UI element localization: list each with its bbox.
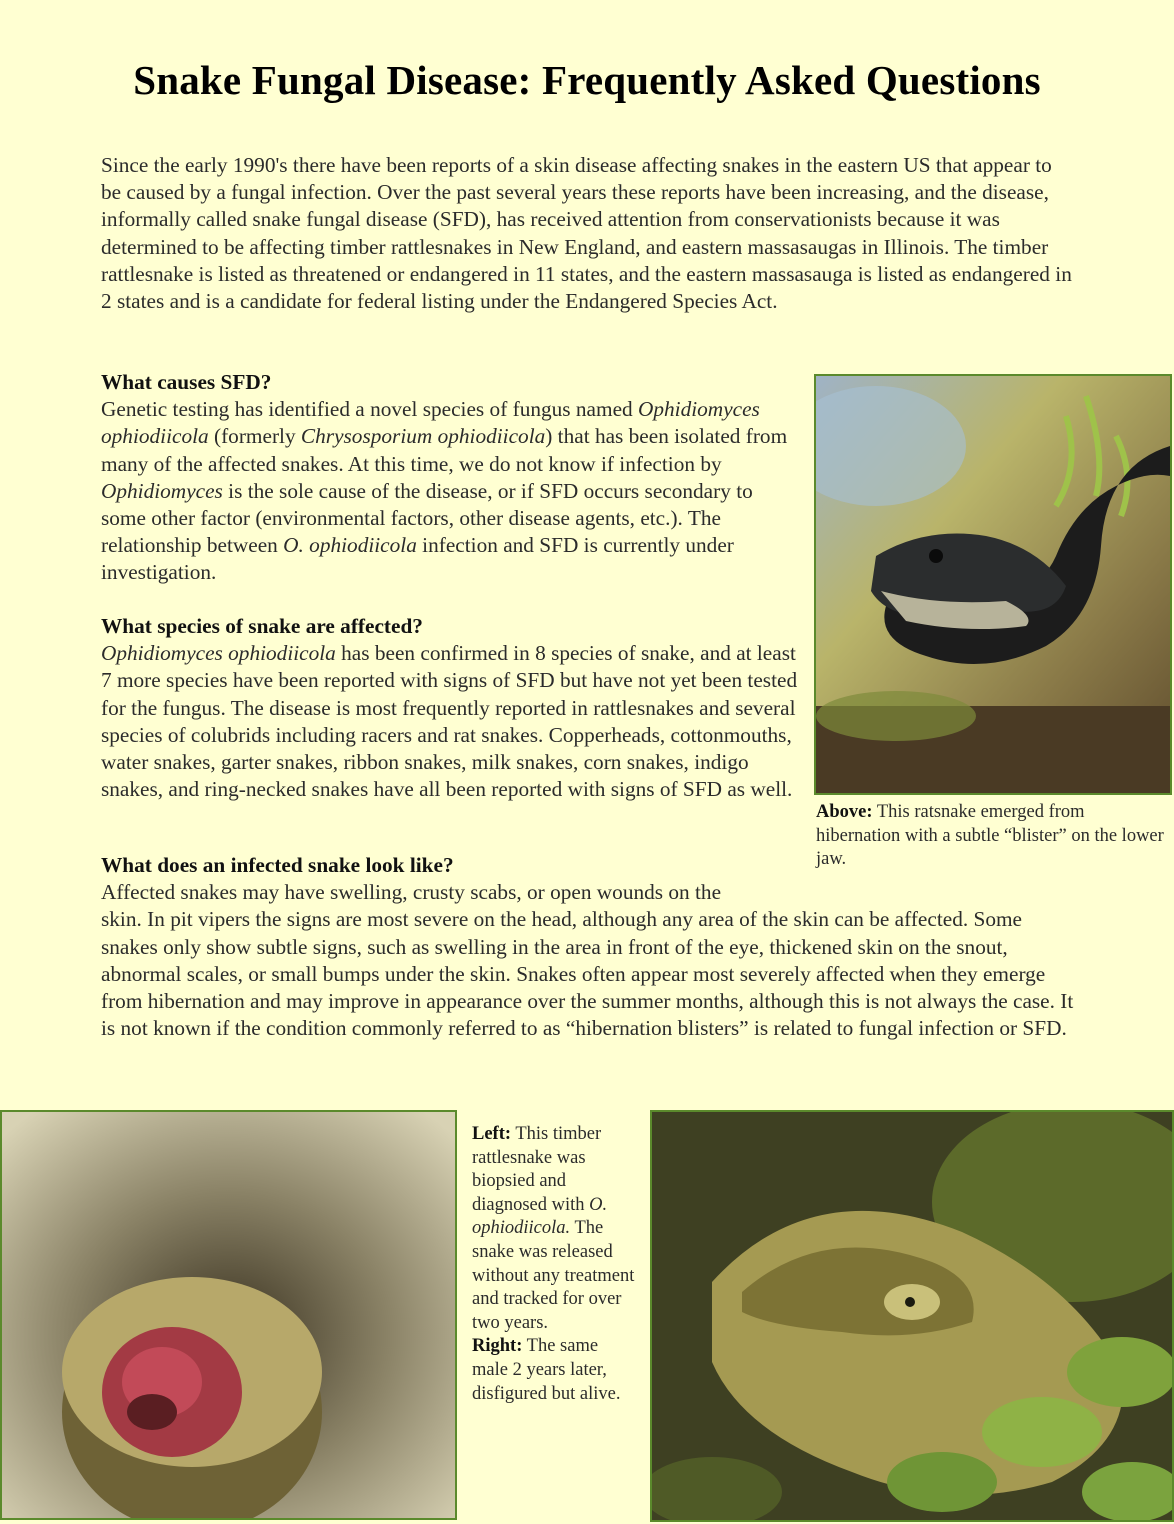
timber-rattlesnake-image xyxy=(2,1112,455,1518)
timber-rattlesnake-photo xyxy=(0,1110,457,1520)
section-body: Genetic testing has identified a novel species of fungus named Ophidiomyces ophiodiicola (formerly Chrysosporium ophiodiicola) that has been isolated from many of the affected snakes. At this time, we do not know if infection by Ophidiomyces is the sole cause of the disease, or if SFD occurs secondary to some other factor (environmental factors, other disease agents, etc.). The relationship between O. ophiodiicola infection and SFD is currently under investigation. xyxy=(101,397,788,585)
section-what-causes xyxy=(101,369,801,587)
ratsnake-image xyxy=(816,376,1170,793)
section-species-affected xyxy=(101,613,801,803)
section-heading: What species of snake are affected? xyxy=(101,614,423,638)
caption-above: Above: This ratsnake emerged from hibernation with a subtle “blister” on the lower jaw. xyxy=(816,802,1164,870)
ratsnake-photo xyxy=(814,374,1172,795)
male-rattlesnake-photo xyxy=(650,1110,1174,1522)
intro-paragraph: Since the early 1990's there have been reports of a skin disease affecting snakes in the eastern US that appear to be caused by a fungal infection. Over the past several years these reports have been increasing, and the disease, informally called snake fungal disease (SFD), has received attention from conservationists because it was determined to be affecting timber rattlesnakes in New England, and eastern massasaugas in Illinois. The timber rattlesnake is listed as threatened or endangered in 11 states, and the eastern massasauga is listed as endangered in 2 states and is a candidate for federal listing under the Endangered Species Act. xyxy=(101,153,1072,314)
section-body: Ophidiomyces ophiodiicola has been confirmed in 8 species of snake, and at least 7 more species have been reported with signs of SFD but have not yet been tested for the fungus. The disease is most frequently reported in rattlesnakes and several species of colubrids including racers and rat snakes. Copperheads, cottonmouths, water snakes, garter snakes, ribbon snakes, milk snakes, corn snakes, indigo snakes, and ring-necked snakes have all been reported with signs of SFD as well. xyxy=(101,641,798,802)
section-heading: What does an infected snake look like? xyxy=(101,853,454,877)
section-heading: What causes SFD? xyxy=(101,370,272,394)
caption-left-right: Left: This timber rattlesnake was biopsied and diagnosed with O. ophiodiicola. The snake was released without any treatment and tracked for over two years. Right: The same male 2 years later, disfigured but alive. xyxy=(472,1124,635,1404)
page-title: Snake Fungal Disease: Frequently Asked Questions xyxy=(133,57,1041,103)
male-rattlesnake-image xyxy=(652,1112,1172,1520)
section-infected-look xyxy=(101,852,1076,1042)
section-body: Affected snakes may have swelling, crusty scabs, or open wounds on the skin. In pit vipers the signs are most severe on the head, although any area of the skin can be affected. Some snakes only show subtle signs, such as swelling in the area in front of the eye, thickened skin on the snout, abnormal scales, or small bumps under the skin. Snakes often appear most severely affected when they emerge from hibernation and may improve in appearance over the summer months, although this is not always the case. It is not known if the condition commonly referred to as “hibernation blisters” is related to fungal infection or SFD. xyxy=(101,880,1074,1041)
